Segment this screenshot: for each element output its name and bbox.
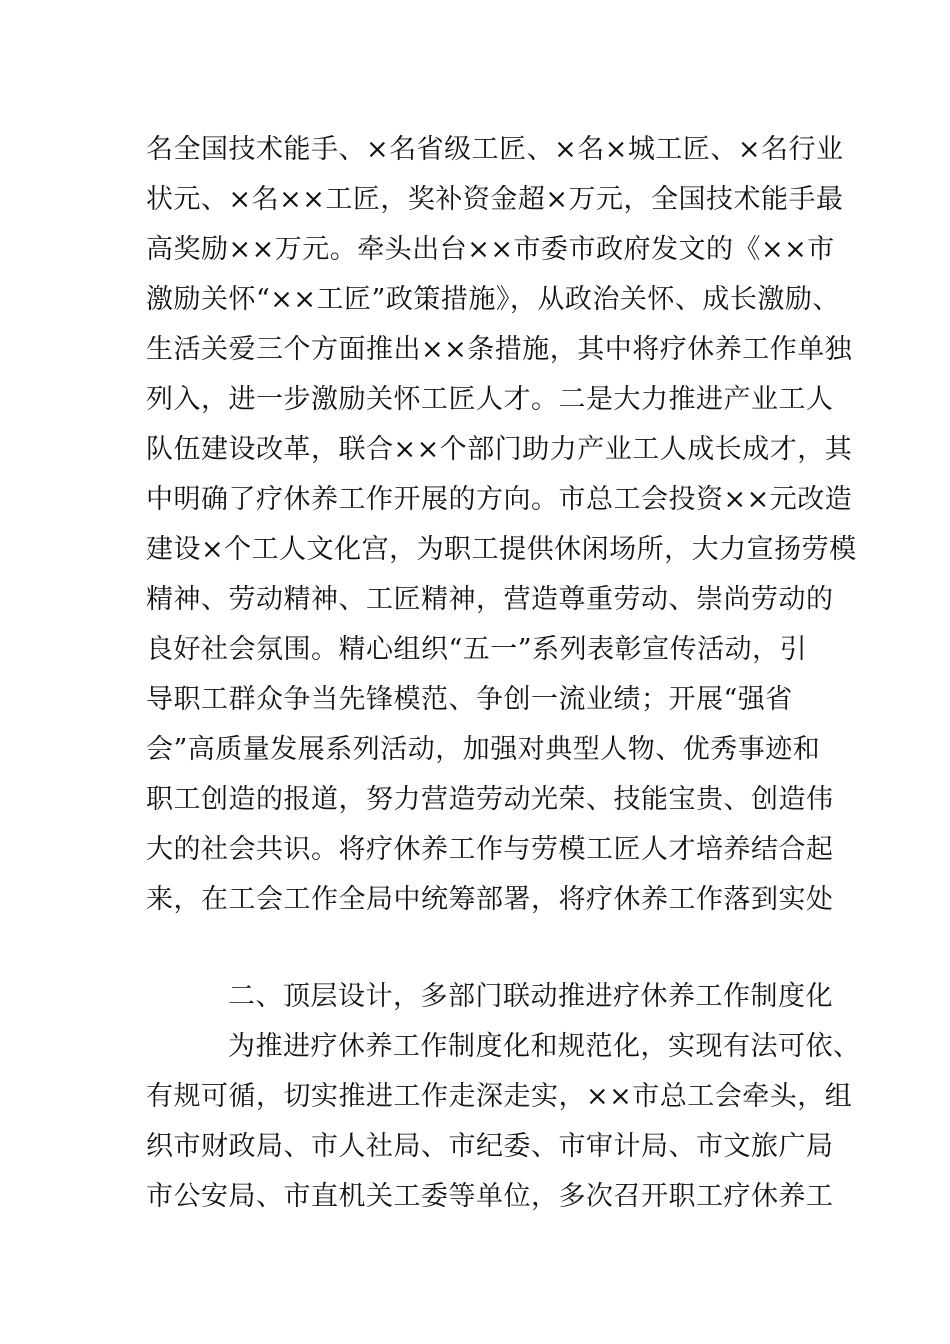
- body-text-line: 列入，进一步激励关怀工匠人才。二是大力推进产业工人: [146, 384, 834, 415]
- body-text-line: 中明确了疗休养工作开展的方向。市总工会投资××元改造: [146, 484, 853, 515]
- body-text-line: 导职工群众争当先锋模范、争创一流业绩；开展“强省: [146, 684, 793, 715]
- body-text-line: 高奖励××万元。牵头出台××市委市政府发文的《××市: [146, 234, 835, 265]
- section-heading: 二、顶层设计，多部门联动推进疗休养工作制度化: [228, 981, 833, 1012]
- body-text-line: 为推进疗休养工作制度化和规范化，实现有法可依、: [228, 1031, 861, 1062]
- body-text-line: 激励关怀“××工匠”政策措施》，从政治关怀、成长激励、: [146, 284, 840, 315]
- body-text-line: 名全国技术能手、×名省级工匠、×名×城工匠、×名行业: [146, 134, 844, 165]
- body-text-line: 会”高质量发展系列活动，加强对典型人物、优秀事迹和: [146, 734, 821, 765]
- body-text-line: 有规可循，切实推进工作走深走实，××市总工会牵头，组: [146, 1081, 853, 1112]
- body-text-line: 来，在工会工作全局中统筹部署，将疗休养工作落到实处: [146, 884, 834, 915]
- body-text-line: 市公安局、市直机关工委等单位，多次召开职工疗休养工: [146, 1181, 834, 1212]
- body-text-line: 队伍建设改革，联合××个部门助力产业工人成长成才，其: [146, 434, 853, 465]
- body-text-line: 建设×个工人文化宫，为职工提供休闲场所，大力宣扬劳模: [146, 534, 857, 565]
- body-text-line: 大的社会共识。将疗休养工作与劳模工匠人才培养结合起: [146, 834, 834, 865]
- body-text-line: 状元、×名××工匠，奖补资金超×万元，全国技术能手最: [146, 184, 844, 215]
- body-text-line: 生活关爱三个方面推出××条措施，其中将疗休养工作单独: [146, 334, 853, 365]
- body-text-line: 精神、劳动精神、工匠精神，营造尊重劳动、崇尚劳动的: [146, 584, 834, 615]
- body-text-line: 良好社会氛围。精心组织“五一”系列表彰宣传活动，引: [146, 634, 808, 665]
- body-text-line: 织市财政局、市人社局、市纪委、市审计局、市文旅广局: [146, 1131, 834, 1162]
- body-text-line: 职工创造的报道，努力营造劳动光荣、技能宝贵、创造伟: [146, 784, 834, 815]
